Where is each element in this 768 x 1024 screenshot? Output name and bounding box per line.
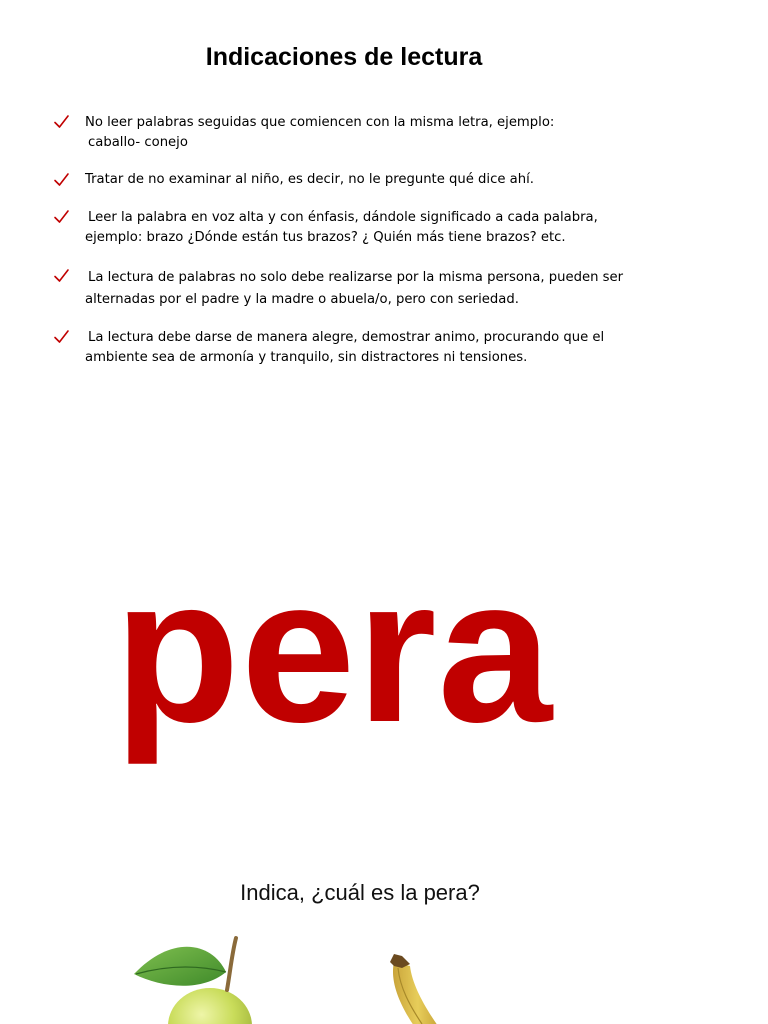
instruction-line: No leer palabras seguidas que comiencen con la misma letra, ejemplo: <box>85 115 555 130</box>
instruction-line: La lectura debe darse de manera alegre, demostrar animo, procurando que el <box>88 330 605 345</box>
banana-image[interactable] <box>380 950 450 1024</box>
instruction-text <box>85 328 725 368</box>
pear-stem <box>227 938 236 990</box>
instruction-text <box>85 113 725 153</box>
check-icon <box>52 112 72 132</box>
instruction-line: caballo- conejo <box>88 135 188 150</box>
instruction-line: ejemplo: brazo ¿Dónde están tus brazos? ¿ Quién más tiene brazos? etc. <box>85 230 566 245</box>
page-title: Indicaciones de lectura <box>205 43 483 71</box>
instruction-line: Tratar de no examinar al niño, es decir, no le pregunte qué dice ahí. <box>85 172 534 187</box>
pear-body <box>168 988 252 1024</box>
instruction-text <box>85 267 725 311</box>
instruction-line: alternadas por el padre y la madre o abuela/o, pero con seriedad. <box>85 292 519 307</box>
question-text: Indica, ¿cuál es la pera? <box>240 880 480 905</box>
check-icon <box>52 327 72 347</box>
pear-image[interactable] <box>122 928 272 1024</box>
instruction-text <box>85 170 725 190</box>
instruction-text <box>85 208 725 248</box>
instruction-line: ambiente sea de armonía y tranquilo, sin distractores ni tensiones. <box>85 350 528 365</box>
featured-word: pera <box>114 535 554 765</box>
check-icon <box>52 266 72 286</box>
instruction-line: La lectura de palabras no solo debe realizarse por la misma persona, pueden ser <box>88 270 624 285</box>
instruction-line: Leer la palabra en voz alta y con énfasis, dándole significado a cada palabra, <box>88 210 598 225</box>
pear-leaf <box>134 947 226 986</box>
check-icon <box>52 207 72 227</box>
check-icon <box>52 170 72 190</box>
